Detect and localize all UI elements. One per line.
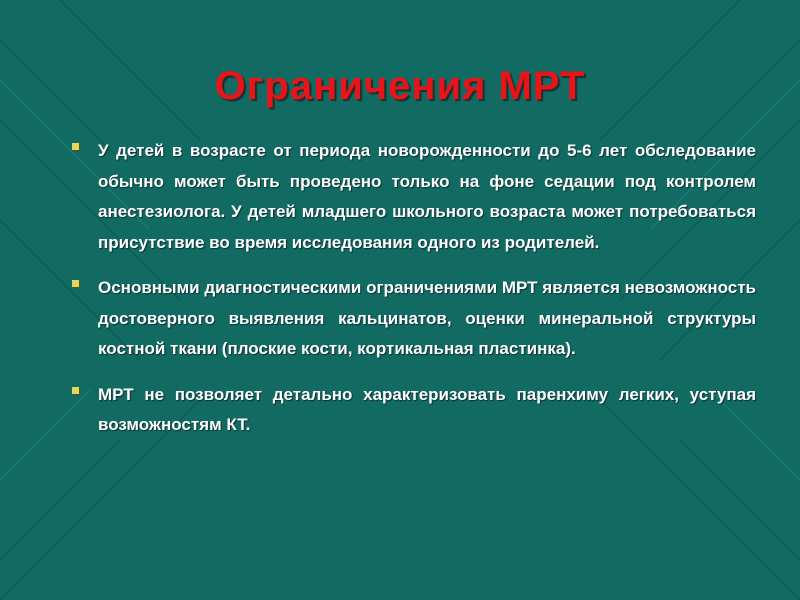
bullet-text: Основными диагностическими ограничениями МРТ является невозможность достоверного выявления кальцинатов, оценки минеральной структуры костной ткани (плоские кости, кортикальная пластинка). [98, 278, 756, 358]
bullet-marker-icon [72, 387, 79, 394]
bullet-marker-icon [72, 143, 79, 150]
bullet-list [72, 136, 756, 456]
bullet-marker-icon [72, 280, 79, 287]
bullet-text: МРТ не позволяет детально характеризовать паренхиму легких, уступая возможностям КТ. [98, 384, 756, 434]
bullet-text: У детей в возрасте от периода новорожденности до 5-6 лет обследование обычно может быть проведено только на фоне седации под контролем анестезиолога. У детей младшего школьного возраста может потребоваться присутствие во время исследования одного из родителей. [98, 141, 756, 252]
bullet-item [72, 380, 756, 441]
slide-title: Ограничения МРТ [214, 64, 586, 108]
bullet-item [72, 136, 756, 258]
bullet-item [72, 273, 756, 365]
